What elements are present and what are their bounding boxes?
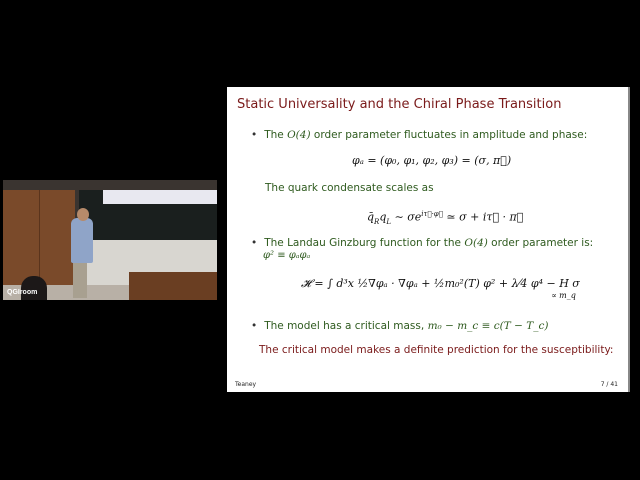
projection-screen — [103, 190, 217, 204]
condensate-text: The quark condensate scales as — [265, 182, 434, 194]
webcam-view — [3, 180, 217, 300]
speaker — [71, 218, 93, 263]
equation-phi: φₐ = (φ₀, φ₁, φ₂, φ₃) = (σ, π⃗) — [352, 154, 512, 167]
bullet-critical-mass: • The model has a critical mass, m₀ − m_c ≡ c(T − T_c) — [251, 320, 549, 332]
bullet-dot: • — [251, 237, 258, 249]
lecture-desk — [129, 272, 217, 300]
speaker-head — [77, 208, 89, 221]
equation-hamiltonian: 𝓗 = ∫ d³x ½∇φₐ · ∇φₐ + ½m₀²(T) φ² + λ⁄4 φ⁴ − H ∝ m_q σ — [301, 277, 580, 300]
footer-page-number: 7 / 41 — [600, 381, 618, 388]
webcam-label: QGIroom — [7, 289, 38, 296]
underbrace-label: ∝ m_q — [551, 291, 576, 300]
bullet-order-parameter: • The O(4) order parameter fluctuates in amplitude and phase: — [251, 129, 588, 141]
speaker-legs — [73, 262, 87, 298]
bullet-landau-ginzburg: • The Landau Ginzburg function for the O(4) order parameter is: — [251, 237, 594, 249]
footer-author: Teaney — [235, 381, 257, 388]
bullet-dot: • — [251, 129, 258, 141]
door — [3, 190, 75, 285]
bullet-dot: • — [251, 320, 258, 332]
phi-squared-definition: φ² ≡ φₐφₐ — [263, 250, 311, 261]
audience-member — [21, 276, 47, 300]
slide-title: Static Universality and the Chiral Phase Transition — [237, 97, 562, 112]
presentation-slide — [227, 87, 630, 392]
equation-condensate: $q̄_Rq_L$ ∼ $\sigma e^{i\tau⃗\cdot\varphi⃗}$ ≃ σ + iτ⃗ · π⃗ — [367, 210, 524, 226]
critical-model-text: The critical model makes a definite prediction for the susceptibility: — [259, 344, 614, 356]
